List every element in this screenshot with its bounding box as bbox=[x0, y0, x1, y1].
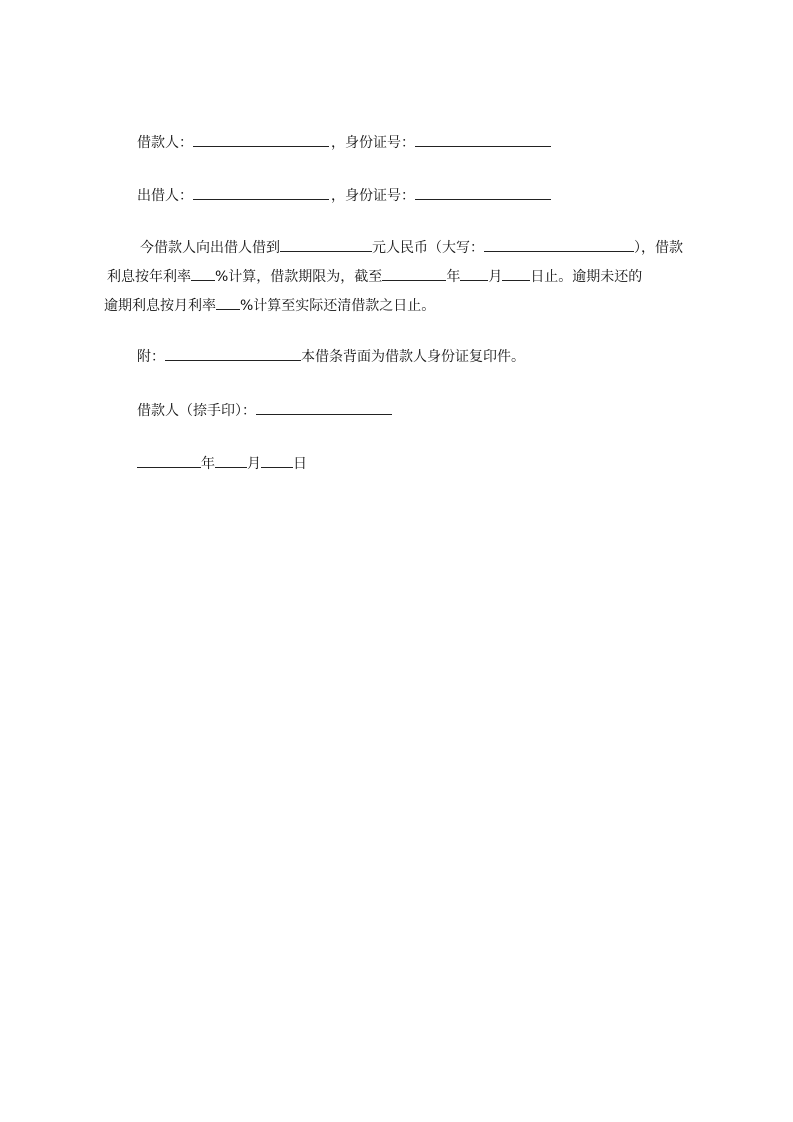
lender-id-label: 身份证号： bbox=[345, 188, 415, 204]
body-line1-text-a: 今借款人向出借人借到 bbox=[140, 240, 280, 256]
signature-line bbox=[137, 400, 392, 418]
attachment-blank[interactable] bbox=[165, 346, 301, 361]
sign-month-blank[interactable] bbox=[215, 453, 247, 468]
borrower-line bbox=[137, 132, 551, 150]
date-day: 日 bbox=[293, 456, 307, 472]
annual-rate-blank[interactable] bbox=[191, 266, 215, 281]
body-line3-text-a: 逾期利息按月利率 bbox=[104, 298, 216, 314]
sign-day-blank[interactable] bbox=[261, 453, 293, 468]
body-line-3 bbox=[104, 295, 435, 313]
date-line bbox=[137, 453, 307, 471]
borrower-id-label: 身份证号： bbox=[345, 135, 415, 151]
borrower-label: 借款人： bbox=[137, 135, 193, 151]
loan-amount-uppercase-blank[interactable] bbox=[484, 237, 634, 252]
due-day-blank[interactable] bbox=[502, 266, 530, 281]
monthly-rate-blank[interactable] bbox=[216, 295, 240, 310]
sign-year-blank[interactable] bbox=[137, 453, 201, 468]
attachment-text: 本借条背面为借款人身份证复印件。 bbox=[301, 349, 525, 365]
body-line-1 bbox=[140, 237, 683, 255]
lender-line bbox=[137, 185, 551, 203]
borrower-id-blank[interactable] bbox=[415, 132, 551, 147]
body-line-2 bbox=[107, 266, 642, 284]
attachment-label: 附： bbox=[137, 349, 165, 365]
due-month-blank[interactable] bbox=[460, 266, 488, 281]
signature-blank[interactable] bbox=[256, 400, 392, 415]
body-line2-year: 年 bbox=[446, 269, 461, 285]
date-month: 月 bbox=[247, 456, 261, 472]
lender-comma: ， bbox=[331, 188, 345, 204]
body-line1-text-c: ），借款 bbox=[634, 240, 683, 256]
lender-name-blank[interactable] bbox=[193, 185, 329, 200]
body-line3-text-b: %计算至实际还清借款之日止。 bbox=[240, 298, 436, 314]
loan-amount-blank[interactable] bbox=[280, 237, 372, 252]
body-line2-text-b: %计算，借款期限为，截至 bbox=[215, 269, 383, 285]
signature-label: 借款人（捺手印）： bbox=[137, 403, 256, 419]
body-line1-text-b: 元人民币（大写： bbox=[372, 240, 484, 256]
body-line2-text-e: 日止。逾期未还的 bbox=[530, 269, 643, 285]
body-line2-month: 月 bbox=[488, 269, 503, 285]
borrower-comma: ， bbox=[331, 135, 345, 151]
lender-id-blank[interactable] bbox=[415, 185, 551, 200]
borrower-name-blank[interactable] bbox=[193, 132, 329, 147]
date-year: 年 bbox=[201, 456, 215, 472]
attachment-line bbox=[137, 346, 525, 364]
body-line2-text-a: 利息按年利率 bbox=[107, 269, 191, 285]
lender-label: 出借人： bbox=[137, 188, 193, 204]
due-year-blank[interactable] bbox=[382, 266, 446, 281]
